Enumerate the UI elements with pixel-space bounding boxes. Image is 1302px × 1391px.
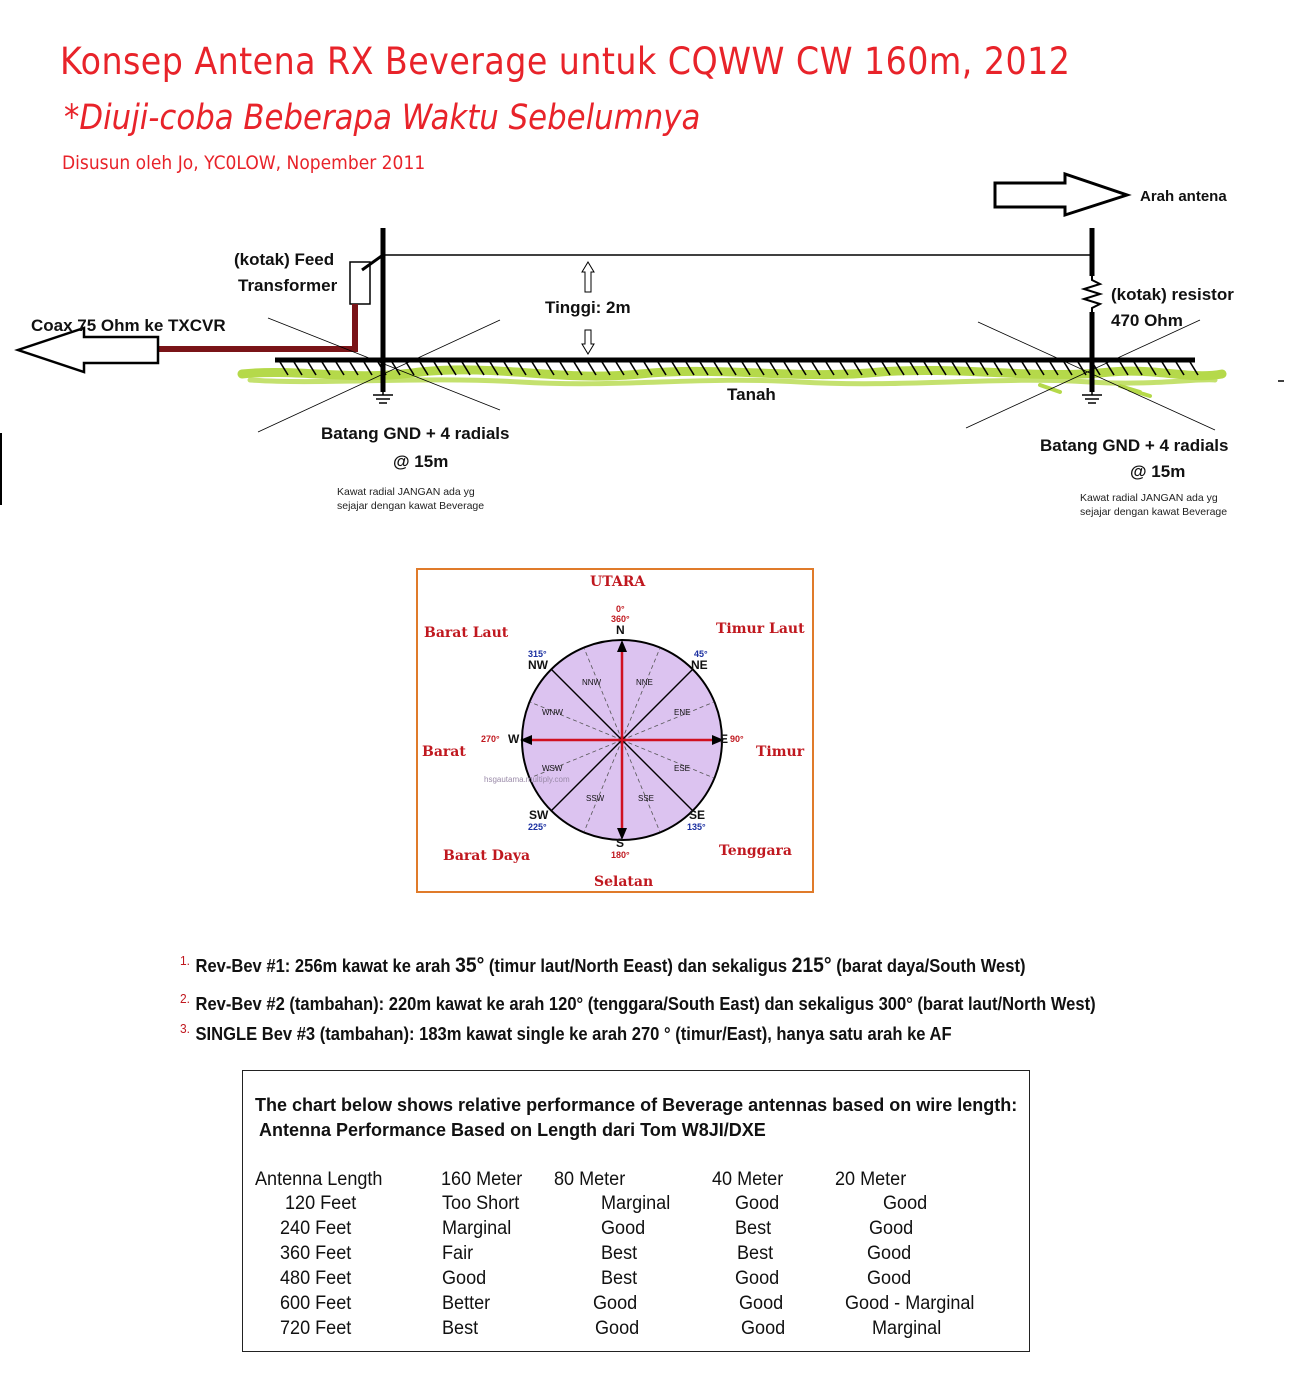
list-item-3-text: SINGLE Bev #3 (tambahan): 183m kawat single ke arah 270 ° (timur/East), hanya satu arah ke AF	[195, 1024, 952, 1044]
table-cell: Best	[601, 1243, 638, 1264]
list-item-1-text-b: (timur laut/North Eeast) dan sekaligus	[484, 956, 792, 976]
compass-wnw: WNW	[542, 708, 563, 717]
compass-n: N	[616, 623, 625, 637]
table-cell: 480 Feet	[280, 1268, 352, 1289]
right-gnd-length: @ 15m	[1130, 462, 1186, 481]
table-cell: 240 Feet	[280, 1218, 352, 1239]
table-cell: Good	[593, 1293, 638, 1314]
performance-table-box	[242, 1070, 1030, 1352]
table-cell: 120 Feet	[285, 1193, 357, 1214]
table-header-cell: 80 Meter	[554, 1169, 626, 1190]
list-item-1	[180, 953, 1025, 978]
feed-label-line2: Transformer	[238, 276, 338, 295]
deg-n-360: 360°	[611, 614, 630, 624]
deg-ne: 45°	[694, 649, 708, 659]
left-ground-icon	[373, 392, 393, 403]
compass-ene: ENE	[674, 708, 691, 717]
list-item-1-deg-a: 35°	[455, 954, 485, 977]
table-header-cell: 40 Meter	[712, 1169, 784, 1190]
resistor-label-line2: 470 Ohm	[1111, 311, 1183, 330]
table-cell: Good	[867, 1268, 912, 1289]
compass-nnw: NNW	[582, 678, 602, 687]
ground-label: Tanah	[727, 385, 776, 404]
deg-nw: 315°	[528, 649, 547, 659]
compass-utara: UTARA	[590, 574, 646, 590]
compass-watermark: hsgautama.multiply.com	[484, 775, 570, 784]
compass-wsw: WSW	[542, 764, 563, 773]
compass-barat: Barat	[422, 744, 466, 760]
table-cell: Best	[735, 1218, 772, 1239]
direction-arrow-icon	[995, 174, 1127, 215]
table-cell: Fair	[442, 1243, 474, 1264]
table-cell: Good	[883, 1193, 928, 1214]
height-down-arrow-icon	[582, 330, 594, 354]
right-radial-note-2: sejajar dengan kawat Beverage	[1080, 506, 1228, 518]
table-intro: The chart below shows relative performance of Beverage antennas based on wire length:	[255, 1095, 1018, 1115]
table-cell: 720 Feet	[280, 1318, 352, 1339]
deg-sw: 225°	[528, 822, 547, 832]
coax-label: Coax 75 Ohm ke TXCVR	[31, 316, 226, 335]
table-cell: Too Short	[442, 1193, 520, 1214]
right-gnd-label: Batang GND + 4 radials	[1040, 436, 1229, 455]
compass-barat-laut: Barat Laut	[424, 625, 509, 641]
table-cell: Good	[867, 1243, 912, 1264]
table-cell: 600 Feet	[280, 1293, 352, 1314]
table-cell: 360 Feet	[280, 1243, 352, 1264]
table-cell: Marginal	[601, 1193, 671, 1214]
compass-ese: ESE	[674, 764, 691, 773]
compass-w: W	[508, 732, 520, 746]
left-radial-note-2: sejajar dengan kawat Beverage	[337, 500, 485, 512]
list-number-1: 1.	[180, 953, 190, 968]
compass-nw: NW	[528, 658, 548, 672]
list-item-2	[180, 991, 1096, 1015]
author-credit: Disusun oleh Jo, YC0LOW, Nopember 2011	[62, 152, 426, 174]
right-radial-note-1: Kawat radial JANGAN ada yg	[1080, 492, 1218, 504]
compass-sse: SSE	[638, 794, 655, 803]
compass-nne: NNE	[636, 678, 653, 687]
beverage-antenna-diagram	[0, 0, 1302, 540]
compass-barat-daya: Barat Daya	[443, 848, 531, 864]
list-item-2-text: Rev-Bev #2 (tambahan): 220m kawat ke arah 120° (tenggara/South East) dan sekaligus 300° (barat laut/North West)	[195, 994, 1096, 1014]
feed-transformer-box	[350, 262, 370, 304]
left-gnd-label: Batang GND + 4 radials	[321, 424, 510, 443]
compass-selatan: Selatan	[594, 874, 654, 890]
right-ground-icon	[1082, 392, 1102, 403]
left-radial-note-1: Kawat radial JANGAN ada yg	[337, 486, 475, 498]
table-cell: Good - Marginal	[845, 1293, 975, 1314]
page-title: Konsep Antena RX Beverage untuk CQWW CW 160m, 2012	[60, 40, 1071, 83]
list-item-1-deg-b: 215°	[791, 954, 832, 977]
list-item-1-text-a: Rev-Bev #1: 256m kawat ke arah	[195, 956, 456, 976]
direction-label: Arah antena	[1140, 188, 1227, 205]
deg-e: 90°	[730, 734, 744, 744]
table-header-cell: Antenna Length	[255, 1169, 383, 1190]
compass-timur-laut: Timur Laut	[716, 621, 805, 637]
page-subtitle: *Diuji-coba Beberapa Waktu Sebelumnya	[64, 98, 701, 138]
table-cell: Best	[737, 1243, 774, 1264]
compass-ne: NE	[691, 658, 708, 672]
compass-ssw: SSW	[586, 794, 605, 803]
table-header-cell: 20 Meter	[835, 1169, 907, 1190]
deg-n-0: 0°	[616, 604, 625, 614]
list-item-1-text-c: (barat daya/South West)	[831, 956, 1026, 976]
table-cell: Best	[601, 1268, 638, 1289]
table-cell: Good	[869, 1218, 914, 1239]
compass-tenggara: Tenggara	[719, 843, 792, 859]
table-cell: Better	[442, 1293, 491, 1314]
table-cell: Marginal	[872, 1318, 942, 1339]
deg-se: 135°	[687, 822, 706, 832]
left-gnd-length: @ 15m	[393, 452, 449, 471]
list-number-2: 2.	[180, 991, 190, 1006]
table-cell: Good	[442, 1268, 487, 1289]
deg-s: 180°	[611, 850, 630, 860]
deg-w: 270°	[481, 734, 500, 744]
table-cell: Good	[735, 1193, 780, 1214]
table-cell: Marginal	[442, 1218, 512, 1239]
table-cell: Good	[601, 1218, 646, 1239]
compass-e: E	[720, 732, 729, 746]
list-item-3	[180, 1021, 952, 1045]
compass-panel	[416, 568, 814, 893]
table-cell: Good	[595, 1318, 640, 1339]
resistor-icon	[1084, 276, 1100, 312]
resistor-label-line1: (kotak) resistor	[1111, 285, 1234, 304]
compass-s: S	[616, 836, 625, 850]
compass-sw: SW	[529, 808, 549, 822]
table-cell: Best	[442, 1318, 479, 1339]
table-cell: Good	[739, 1293, 784, 1314]
compass-se: SE	[689, 808, 706, 822]
height-up-arrow-icon	[582, 262, 594, 292]
table-cell: Good	[741, 1318, 786, 1339]
table-subtitle: Antenna Performance Based on Length dari Tom W8JI/DXE	[259, 1120, 766, 1140]
table-header-cell: 160 Meter	[441, 1169, 523, 1190]
height-label: Tinggi: 2m	[545, 298, 631, 317]
feed-label-line1: (kotak) Feed	[234, 250, 335, 269]
table-cell: Good	[735, 1268, 780, 1289]
list-number-3: 3.	[180, 1021, 190, 1036]
compass-timur: Timur	[756, 744, 805, 760]
